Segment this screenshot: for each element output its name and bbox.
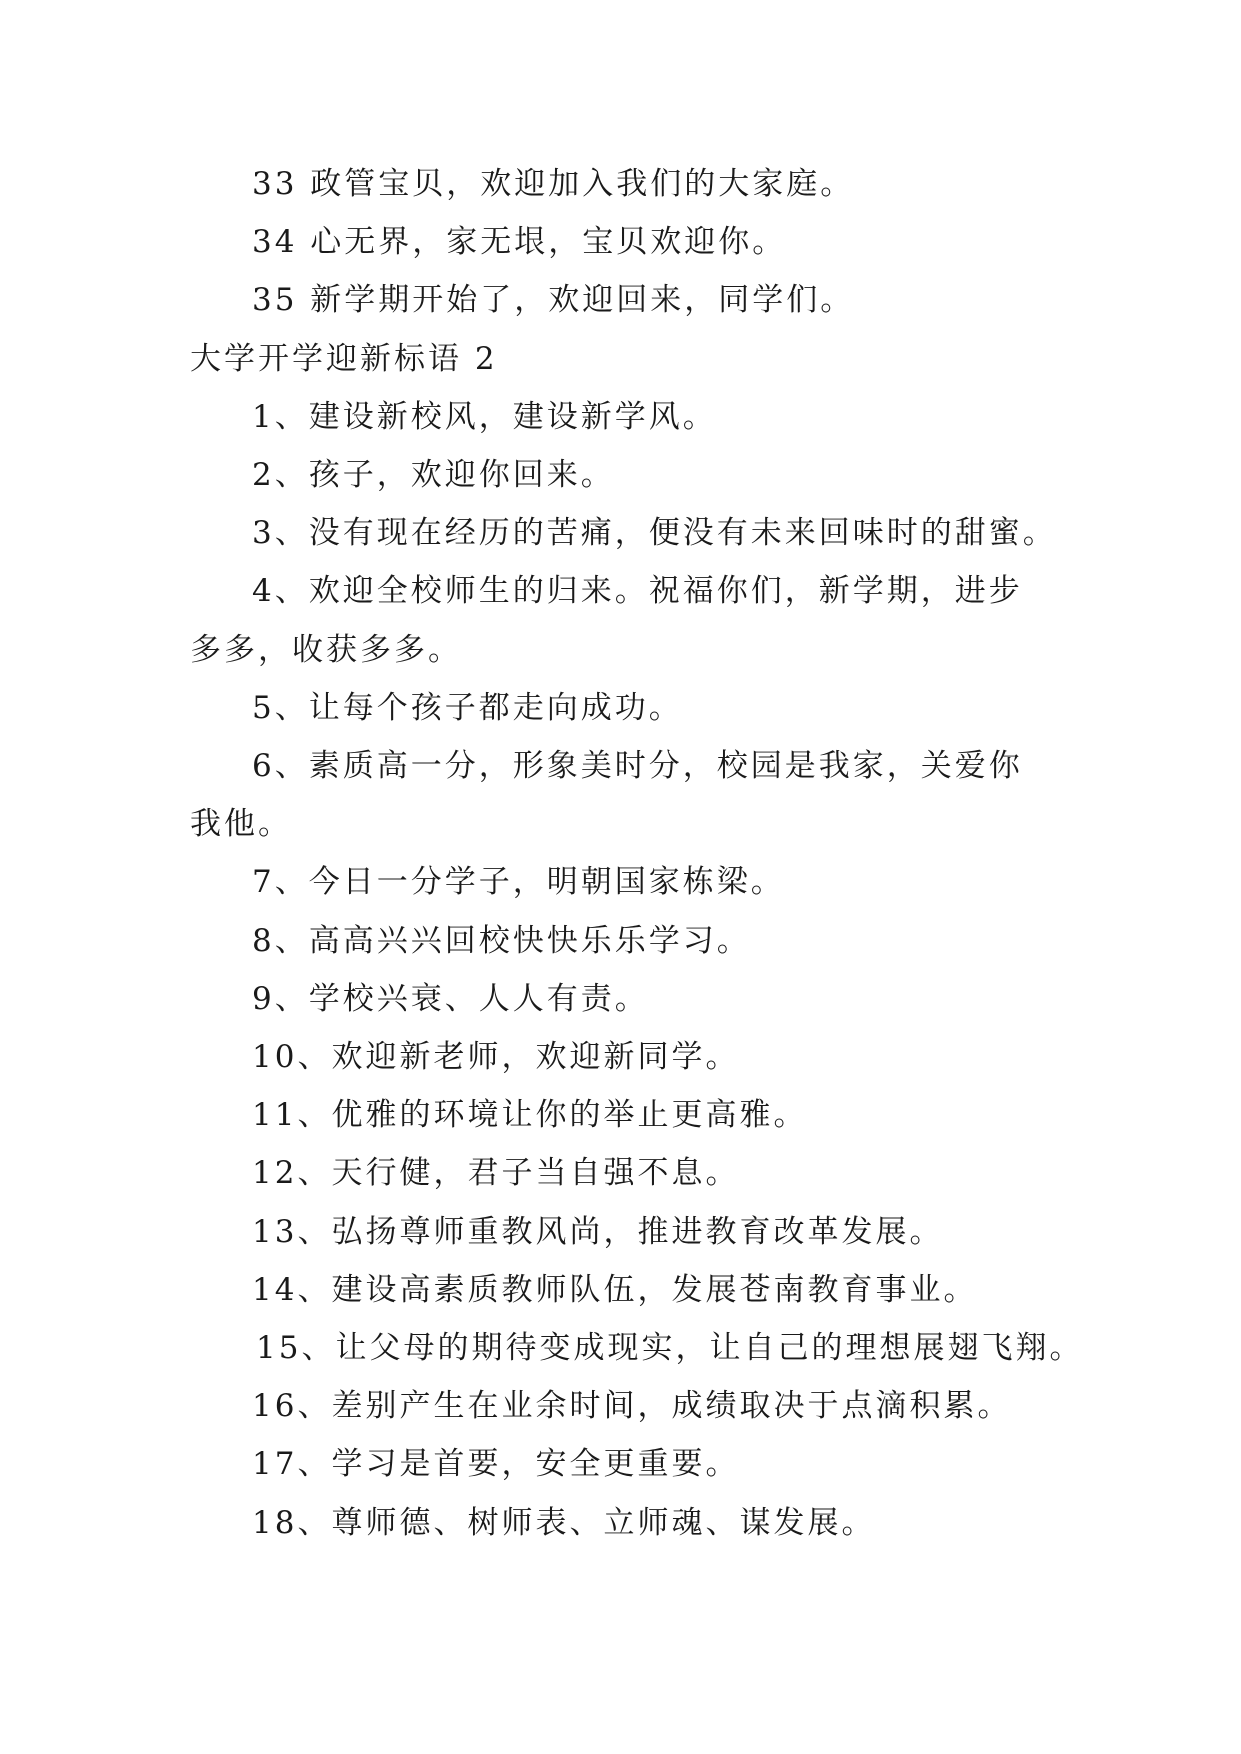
list-item-4: 4、欢迎全校师生的归来。祝福你们，新学期，进步多多，收获多多。 <box>190 573 1023 668</box>
list-item-1: 1、建设新校风，建设新学风。 <box>252 398 717 435</box>
list-item-15: 15、让父母的期待变成现实，让自己的理想展翅飞翔。 <box>256 1330 1084 1367</box>
list-item-13: 13、弘扬尊师重教风尚，推进教育改革发展。 <box>252 1213 944 1250</box>
list-item-3: 3、没有现在经历的苦痛，便没有未来回味时的甜蜜。 <box>252 515 1057 552</box>
list-item-33: 33 政管宝贝，欢迎加入我们的大家庭。 <box>252 166 855 202</box>
list-item-10: 10、欢迎新老师，欢迎新同学。 <box>252 1039 740 1076</box>
section-title: 大学开学迎新标语 2 <box>190 340 498 377</box>
document-body <box>190 155 1084 1552</box>
list-item-17: 17、学习是首要，安全更重要。 <box>252 1446 740 1483</box>
list-item-12: 12、天行健，君子当自强不息。 <box>252 1155 740 1192</box>
list-item-11: 11、优雅的环境让你的举止更高雅。 <box>252 1097 808 1134</box>
list-item-7: 7、今日一分学子，明朝国家栋梁。 <box>252 864 785 901</box>
list-item-9: 9、学校兴衰、人人有责。 <box>252 980 649 1017</box>
list-item-34: 34 心无界，家无垠，宝贝欢迎你。 <box>252 224 787 261</box>
list-item-2: 2、孩子，欢迎你回来。 <box>252 457 615 494</box>
list-item-18: 18、尊师德、树师表、立师魂、谋发展。 <box>252 1504 876 1541</box>
list-item-35: 35 新学期开始了，欢迎回来，同学们。 <box>252 282 855 319</box>
list-item-14: 14、建设高素质教师队伍，发展苍南教育事业。 <box>252 1271 978 1308</box>
list-item-16: 16、差别产生在业余时间，成绩取决于点滴积累。 <box>252 1388 1012 1425</box>
list-item-6: 6、素质高一分，形象美时分，校园是我家，关爱你我他。 <box>190 748 1023 843</box>
list-item-5: 5、让每个孩子都走向成功。 <box>252 689 683 726</box>
list-item-8: 8、高高兴兴回校快快乐乐学习。 <box>252 922 751 959</box>
